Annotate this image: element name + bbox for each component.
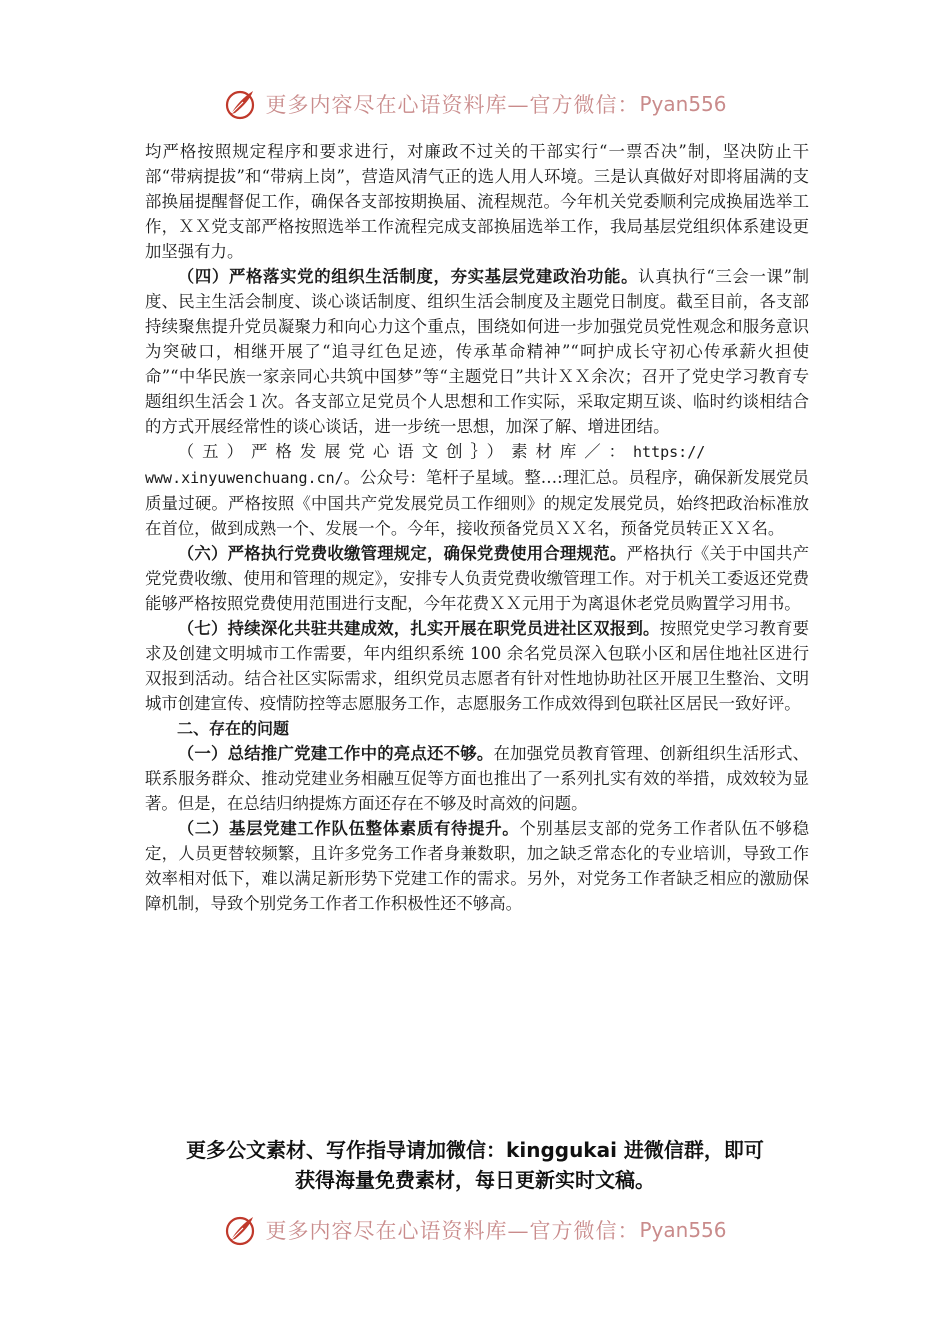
banner-wechat-id: Pyan556 — [639, 1218, 727, 1242]
footer-note — [120, 1135, 830, 1195]
banner-text: 更多内容尽在心语资料库—官方微信： — [265, 1219, 640, 1243]
paragraph-2-body: 认真执行“三会一课”制度、民主生活会制度、谈心谈话制度、组织生活会制度及主题党日制度。截至目前，各支部持续聚焦提升党员凝聚力和向心力这个重点，围绕如何进一步加强党员党性观念和服务意识为突破口，相继开展了“追寻红色足迹，传承革命精神”“呵护成长守初心传承薪火担使命”“中华民族一家亲同心共筑中国梦”等“主题党日”共计ＸＸ余次；召开了党史学习教育专题组织生活会１次。各支部立足党员个人思想和工作实际，采取定期互谈、临时约谈相结合的方式开展经常性的谈心谈话，进一步统一思想，加深了解、增进团结。 — [145, 267, 810, 436]
paragraph-6-body: 在加强党员教育管理、创新组织生活形式、联系服务群众、推动党建业务相融互促等方面也推出了一系列扎实有效的举措，成效较为显著。但是，在总结归纳提炼方面还存在不够及时高效的问题。 — [145, 744, 810, 813]
paragraph-3-body: 。公众号：笔杆子星域。整…:理汇总。员程序，确保新发展党员质量过硬。严格按照《中国共产党发展党员工作细则》的规定发展党员，始终把政治标准放在首位，做到成熟一个、发展一个。今年，接收预备党员ＸＸ名，预备党员转正ＸＸ名。 — [145, 468, 809, 538]
paragraph-3-lead: （五）严格发展党心语文创｝）素材库／： — [177, 442, 634, 461]
footer-note-line-1: 更多公文素材、写作指导请加微信：kinggukai 进微信群，即可 — [186, 1138, 764, 1162]
paragraph-1: 均严格按照规定程序和要求进行，对廉政不过关的干部实行“一票否决”制，坚决防止干部“带病提拔”和“带病上岗”，营造风清气正的选人用人环境。三是认真做好对即将届满的支部换届提醒督促工作，确保各支部按期换届、流程规范。今年机关党委顺利完成换届选举工作，ＸＸ党支部严格按照选举工作流程完成支部换届选举工作，我局基层党组织体系建设更加坚强有力。 — [145, 142, 809, 261]
paragraph-4-lead: （六）严格执行党费收缴管理规定，确保党费使用合理规范。 — [177, 544, 627, 563]
paragraph-3-url-part2: www.xinyuwenchuang.cn/ — [145, 469, 344, 487]
quill-logo-icon — [223, 1212, 259, 1248]
banner-wechat-id: Pyan556 — [639, 92, 727, 116]
footer-note-line-2: 获得海量免费素材，每日更新实时文稿。 — [295, 1168, 655, 1192]
paragraph-5 — [145, 616, 809, 716]
banner-text: 更多内容尽在心语资料库—官方微信： — [265, 93, 640, 117]
paragraph-4 — [145, 541, 809, 616]
paragraph-4-body: 严格执行《关于中国共产党党费收缴、使用和管理的规定》，安排专人负责党费收缴管理工作。对于机关工委返还党费能够严格按照党费使用范围进行支配，今年花费ＸＸ元用于为离退休老党员购置学习用书。 — [145, 544, 810, 613]
paragraph-2-lead: （四）严格落实党的组织生活制度，夯实基层党建政治功能。 — [177, 267, 639, 286]
header-banner-top — [0, 84, 950, 124]
paragraph-3 — [145, 439, 809, 541]
header-banner-bottom — [0, 1210, 950, 1250]
section-heading-2: 二、存在的问题 — [177, 719, 290, 738]
paragraph-2 — [145, 264, 809, 439]
paragraph-5-lead: （七）持续深化共驻共建成效，扎实开展在职党员进社区双报到。 — [177, 619, 660, 638]
paragraph-6-lead: （一）总结推广党建工作中的亮点还不够。 — [177, 744, 494, 763]
paragraph-5-body: 按照党史学习教育要求及创建文明城市工作需要，年内组织系统 100 余名党员深入包联小区和居住地社区进行双报到活动。结合社区实际需求，组织党员志愿者有针对性地协助社区开展卫生整治、文明城市创建宣传、疫情防控等志愿服务工作，志愿服务工作成效得到包联社区居民一致好评。 — [145, 619, 810, 713]
quill-logo-icon — [223, 86, 259, 122]
paragraph-7-body: 个别基层支部的党务工作者队伍不够稳定，人员更替较频繁，且许多党务工作者身兼数职，加之缺乏常态化的专业培训，导致工作效率相对低下，难以满足新形势下党建工作的需求。另外，对党务工作者缺乏相应的激励保障机制，导致个别党务工作者工作积极性还不够高。 — [145, 819, 809, 913]
paragraph-6 — [145, 741, 809, 816]
document-body — [145, 139, 809, 916]
paragraph-7 — [145, 816, 809, 916]
paragraph-7-lead: （二）基层党建工作队伍整体素质有待提升。 — [177, 819, 520, 838]
paragraph-3-url-part1: https:// — [633, 443, 706, 461]
